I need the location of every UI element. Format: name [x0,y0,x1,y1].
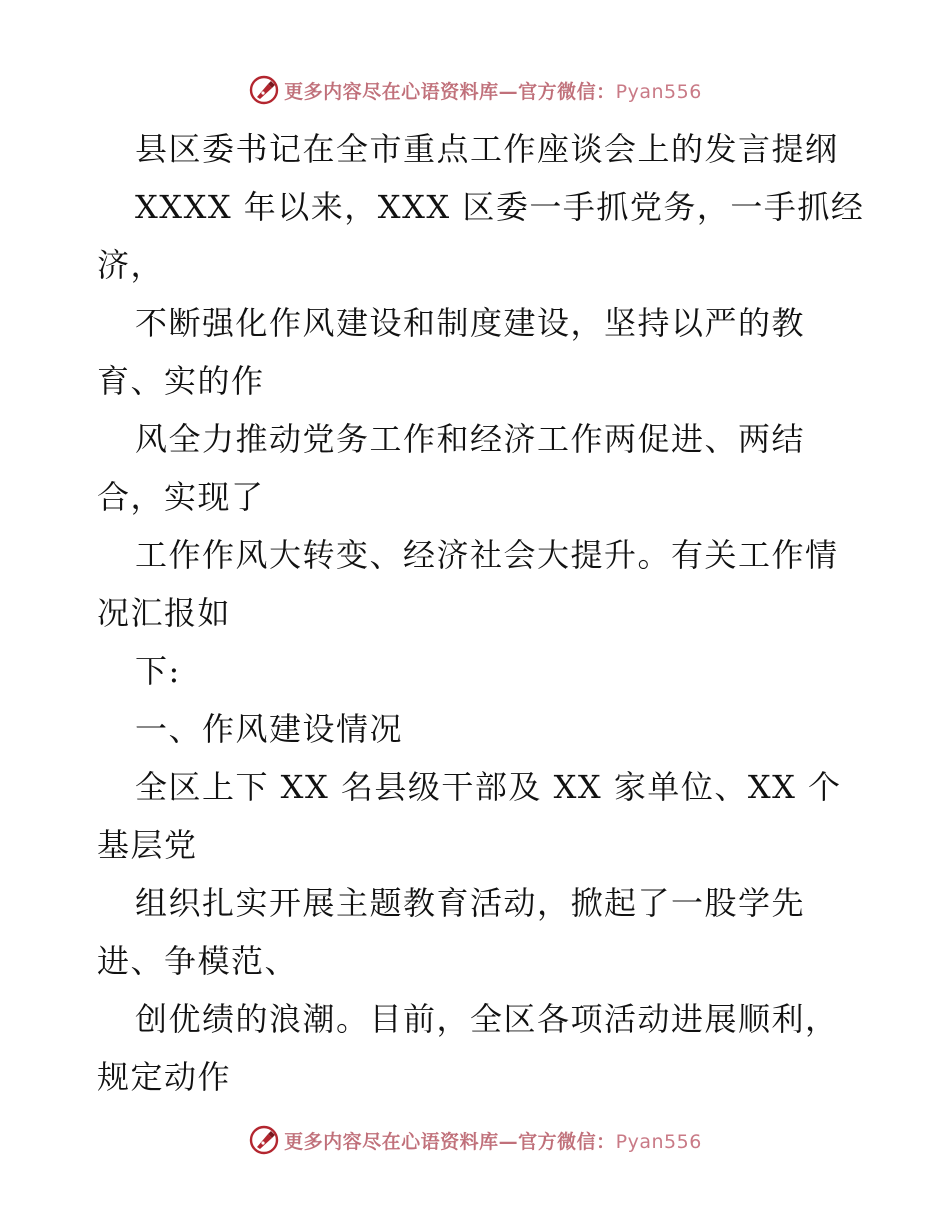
banner-wechat-id: Pyan556 [615,1130,702,1153]
doc-title: 县区委书记在全市重点工作座谈会上的发言提纲 [135,130,839,168]
doc-line: 进、争模范、 [97,942,299,980]
doc-line: 基层党 [97,826,198,864]
section-heading: 一、作风建设情况 [135,710,404,748]
doc-line: 规定动作 [97,1058,232,1096]
doc-line: XXXX 年以来，XXX 区委一手抓党务，一手抓经 [135,188,865,226]
banner-text [284,77,702,104]
doc-line: 不断强化作风建设和制度建设，坚持以严的教 [135,304,806,342]
doc-line: 况汇报如 [97,594,232,632]
footer-banner [0,1120,950,1160]
banner-text-main: 更多内容尽在心语资料库—官方微信： [284,1130,616,1153]
doc-line: 合，实现了 [97,478,265,516]
doc-line: 风全力推动党务工作和经济工作两促进、两结 [135,420,806,458]
pen-nib-logo-icon [248,74,280,106]
doc-line: 育、实的作 [97,362,265,400]
doc-line: 全区上下 XX 名县级干部及 XX 家单位、XX 个 [135,768,842,806]
document-body [97,120,887,1106]
banner-text [284,1127,702,1154]
doc-line: 济， [97,246,165,284]
doc-line: 组织扎实开展主题教育活动，掀起了一股学先 [135,884,806,922]
pen-nib-logo-icon [248,1124,280,1156]
doc-line: 创优绩的浪潮。目前，全区各项活动进展顺利， [135,1000,839,1038]
banner-text-main: 更多内容尽在心语资料库—官方微信： [284,80,616,103]
header-banner [0,70,950,110]
banner-wechat-id: Pyan556 [615,80,702,103]
doc-line: 工作作风大转变、经济社会大提升。有关工作情 [135,536,839,574]
doc-line: 下: [135,652,181,690]
